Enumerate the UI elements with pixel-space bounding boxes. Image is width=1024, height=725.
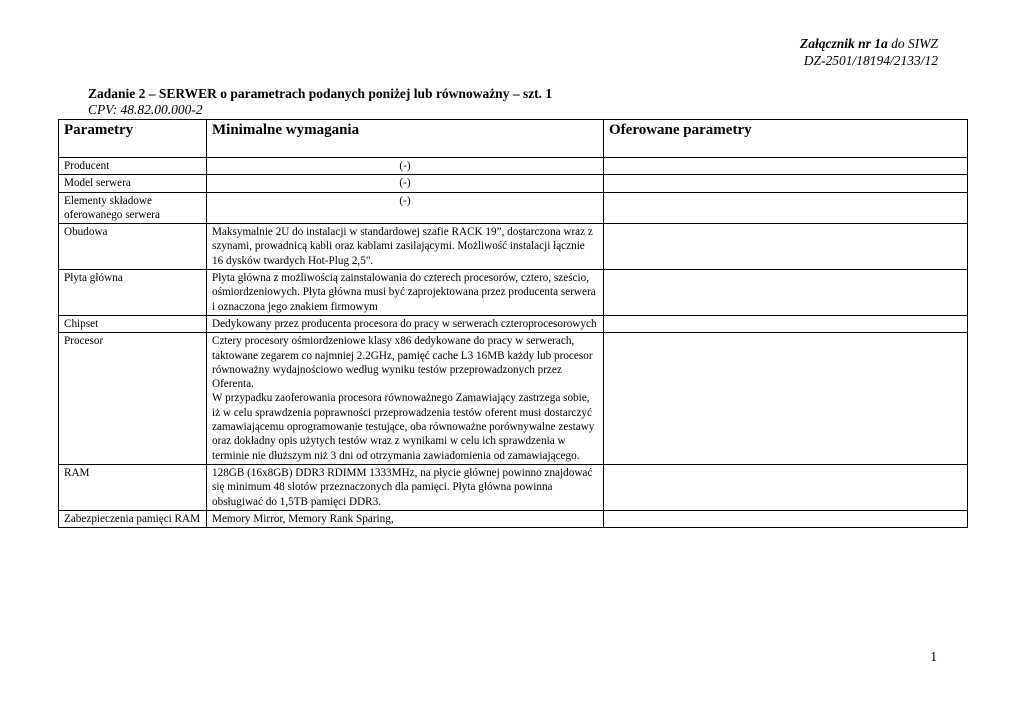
offered-cell[interactable]: [604, 192, 968, 224]
table-row: [59, 510, 968, 527]
requirement-paragraph-equivalent: W przypadku zaoferowania procesora równoważnego Zamawiający zastrzega sobie, iż w celu sprawdzenia poprawności przeprowadzenia testów oferent musi dostarczyć zamawiającemu oprogramowanie testujące, oba równoważne porównywalne zestawy oraz dokładny opis użytych testów wraz z wynikami w celu ich sprawdzenia w terminie nie dłuższym niż 3 dni od otrzymania zawiadomienia od zamawiającego.: [212, 392, 595, 462]
offered-cell[interactable]: [604, 464, 968, 510]
param-cell: Zabezpieczenia pamięci RAM: [59, 510, 207, 527]
task-title: Zadanie 2 – SERWER o parametrach podanych poniżej lub równoważny – szt. 1: [88, 86, 553, 101]
offered-cell[interactable]: [604, 175, 968, 192]
table-row: [59, 464, 968, 510]
requirement-cell: [207, 333, 604, 465]
header-minimum-requirements: Minimalne wymagania: [207, 120, 604, 158]
requirement-cell: (-): [207, 192, 604, 224]
document-header: [800, 35, 938, 69]
title-block: [88, 86, 552, 118]
attachment-suffix: do SIWZ: [887, 36, 938, 51]
offered-cell[interactable]: [604, 224, 968, 270]
cpv-code: CPV: 48.82.00.000-2: [88, 102, 203, 117]
header-parameters: Parametry: [59, 120, 207, 158]
requirement-cell: Maksymalnie 2U do instalacji w standardowej szafie RACK 19”, dostarczona wraz z szynami, prowadnicą kabli oraz kablami zasilającymi. Możliwość instalacji łącznie 16 dysków twardych Hot-Plug 2,5".: [207, 224, 604, 270]
requirement-cell: 128GB (16x8GB) DDR3 RDIMM 1333MHz, na płycie głównej powinno znajdować się minimum 48 slotów przeznaczonych dla pamięci. Płyta główna powinna obsługiwać do 1,5TB pamięci DDR3.: [207, 464, 604, 510]
offered-cell[interactable]: [604, 315, 968, 332]
requirement-paragraph: Cztery procesory ośmiordzeniowe klasy x86 dedykowane do pracy w serwerach, taktowane zegarem co najmniej 2.2GHz, pamięć cache L3 16MB każdy lub procesor równoważny wydajnościowo według wyniku testów przeprowadzonych przez Oferenta.: [212, 335, 593, 391]
param-cell: Model serwera: [59, 175, 207, 192]
param-cell: Płyta główna: [59, 270, 207, 316]
requirement-cell: Płyta główna z możliwością zainstalowania do czterech procesorów, cztero, sześcio, ośmiordzeniowych. Płyta główna musi być zaprojektowana przez producenta serwera i oznaczona jego znakiem firmowym: [207, 270, 604, 316]
table-row: [59, 333, 968, 465]
page-number: 1: [930, 649, 937, 664]
specification-table: [58, 119, 968, 528]
offered-cell[interactable]: [604, 510, 968, 527]
reference-number: DZ-2501/18194/2133/12: [803, 53, 938, 68]
table-row: [59, 175, 968, 192]
param-cell: Chipset: [59, 315, 207, 332]
offered-cell[interactable]: [604, 333, 968, 465]
offered-cell[interactable]: [604, 270, 968, 316]
header-offered-parameters: Oferowane parametry: [604, 120, 968, 158]
requirement-cell: Memory Mirror, Memory Rank Sparing,: [207, 510, 604, 527]
param-cell: RAM: [59, 464, 207, 510]
table-row: [59, 158, 968, 175]
attachment-label: [800, 35, 938, 52]
param-cell: Procesor: [59, 333, 207, 465]
param-cell: Elementy składowe oferowanego serwera: [59, 192, 207, 224]
table-row: [59, 192, 968, 224]
requirement-cell: (-): [207, 175, 604, 192]
requirement-cell: (-): [207, 158, 604, 175]
table-row: [59, 224, 968, 270]
param-cell: Producent: [59, 158, 207, 175]
table-header-row: [59, 120, 968, 158]
table-row: [59, 315, 968, 332]
requirement-cell: Dedykowany przez producenta procesora do pracy w serwerach czteroprocesorowych: [207, 315, 604, 332]
offered-cell[interactable]: [604, 158, 968, 175]
table-row: [59, 270, 968, 316]
param-cell: Obudowa: [59, 224, 207, 270]
attachment-number: Załącznik nr 1a: [799, 36, 888, 51]
